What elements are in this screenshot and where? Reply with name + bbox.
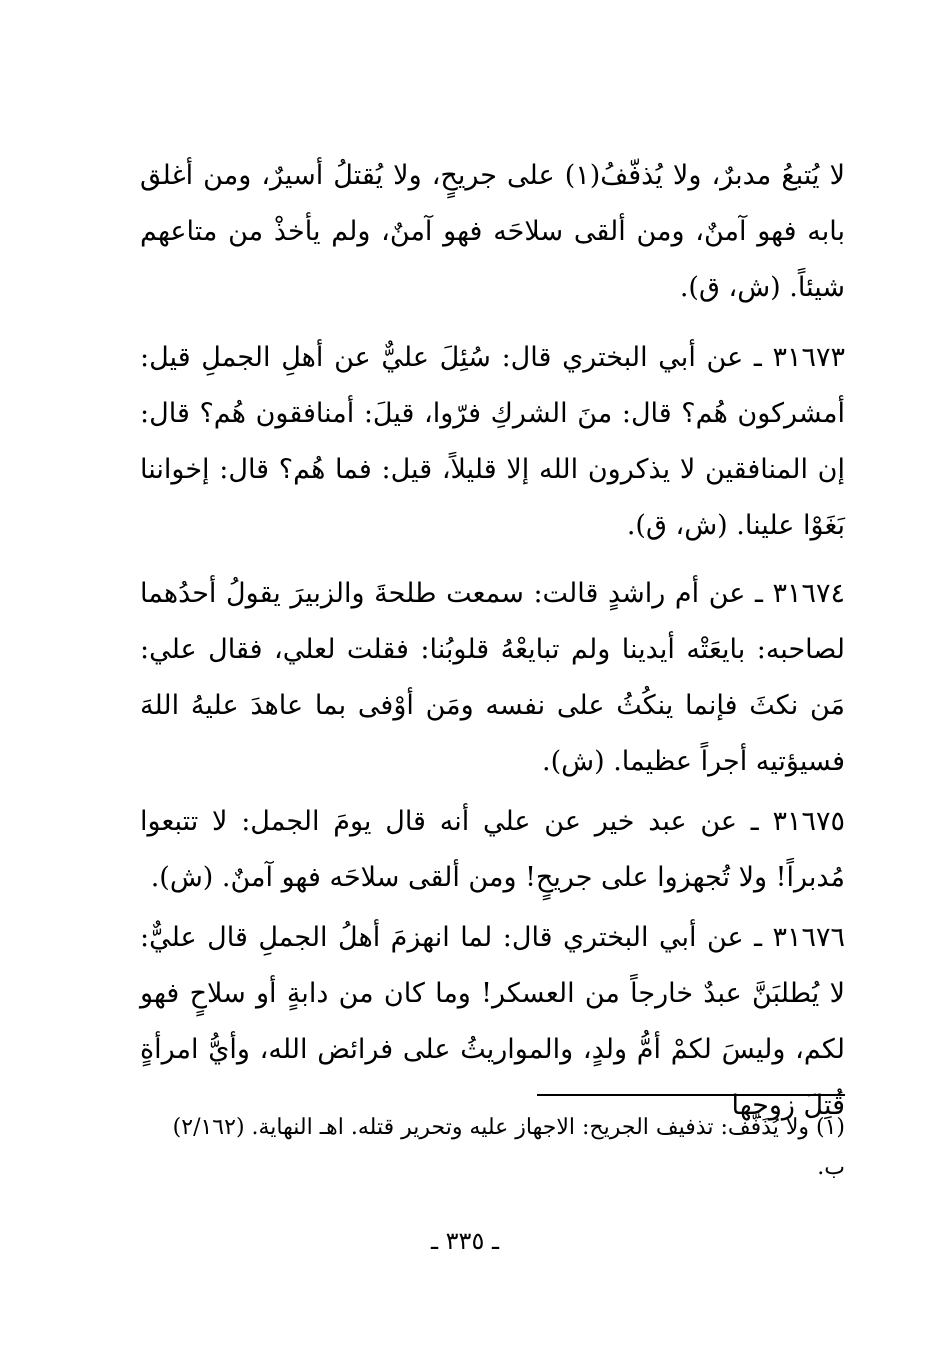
page-number: ـ ٣٣٥ ـ [430, 1227, 499, 1255]
footnote: (١) ولا يُذَفَّف: تذفيف الجريح: الاجهاز عليه وتحرير قتله. اهـ النهاية. (٢/١٦٢) ب. [172, 1115, 845, 1180]
hadith-paragraph: ٣١٦٧٤ ـ عن أم راشدٍ قالت: سمعت طلحةَ والزبيرَ يقولُ أحدُهما لصاحبه: بايعَتْه أيدينا ولم تبايعْهُ قلوبُنا: فقلت لعلي، فقال علي: مَن نكثَ فإنما ينكُثُ على نفسه ومَن أوْفى بما عاهدَ عليهُ اللهَ فسيؤتيه أجراً عظيما. (ش). [140, 578, 845, 777]
hadith-paragraph: ٣١٦٧٦ ـ عن أبي البختري قال: لما انهزمَ أهلُ الجملِ قال عليٌّ: لا يُطلبَنَّ عبدٌ خارجاً من العسكر! وما كان من دابةٍ أو سلاحٍ فهو لكم، وليسَ لكمْ أمُّ ولدٍ، والمواريثُ على فرائض الله، وأيُّ امرأةٍ قُتِلَ زوجها [140, 922, 845, 1121]
hadith-paragraph: ٣١٦٧٣ ـ عن أبي البختري قال: سُئِلَ عليٌّ عن أهلِ الجملِ قيل: أمشركون هُم؟ قال: منَ الشركِ فرّوا، قيلَ: أمنافقون هُم؟ قال: إن المنافقين لا يذكرون الله إلا قليلاً، قيل: فما هُم؟ قال: إخواننا بَغَوْا علينا. (ش، ق). [140, 342, 845, 541]
footnote-divider [537, 1094, 845, 1096]
hadith-paragraph: ٣١٦٧٥ ـ عن عبد خير عن علي أنه قال يومَ الجمل: لا تتبعوا مُدبراً! ولا تُجهزوا على جريحٍ! ومن ألقى سلاحَه فهو آمنٌ. (ش). [140, 806, 845, 893]
hadith-paragraph: لا يُتبعُ مدبرٌ، ولا يُذفّفُ(١) على جريحٍ، ولا يُقتلُ أسيرٌ، ومن أغلق بابه فهو آمنٌ، ومن ألقى سلاحَه فهو آمنٌ، ولم يأخذْ من متاعهم شيئاً. (ش، ق). [140, 160, 845, 303]
